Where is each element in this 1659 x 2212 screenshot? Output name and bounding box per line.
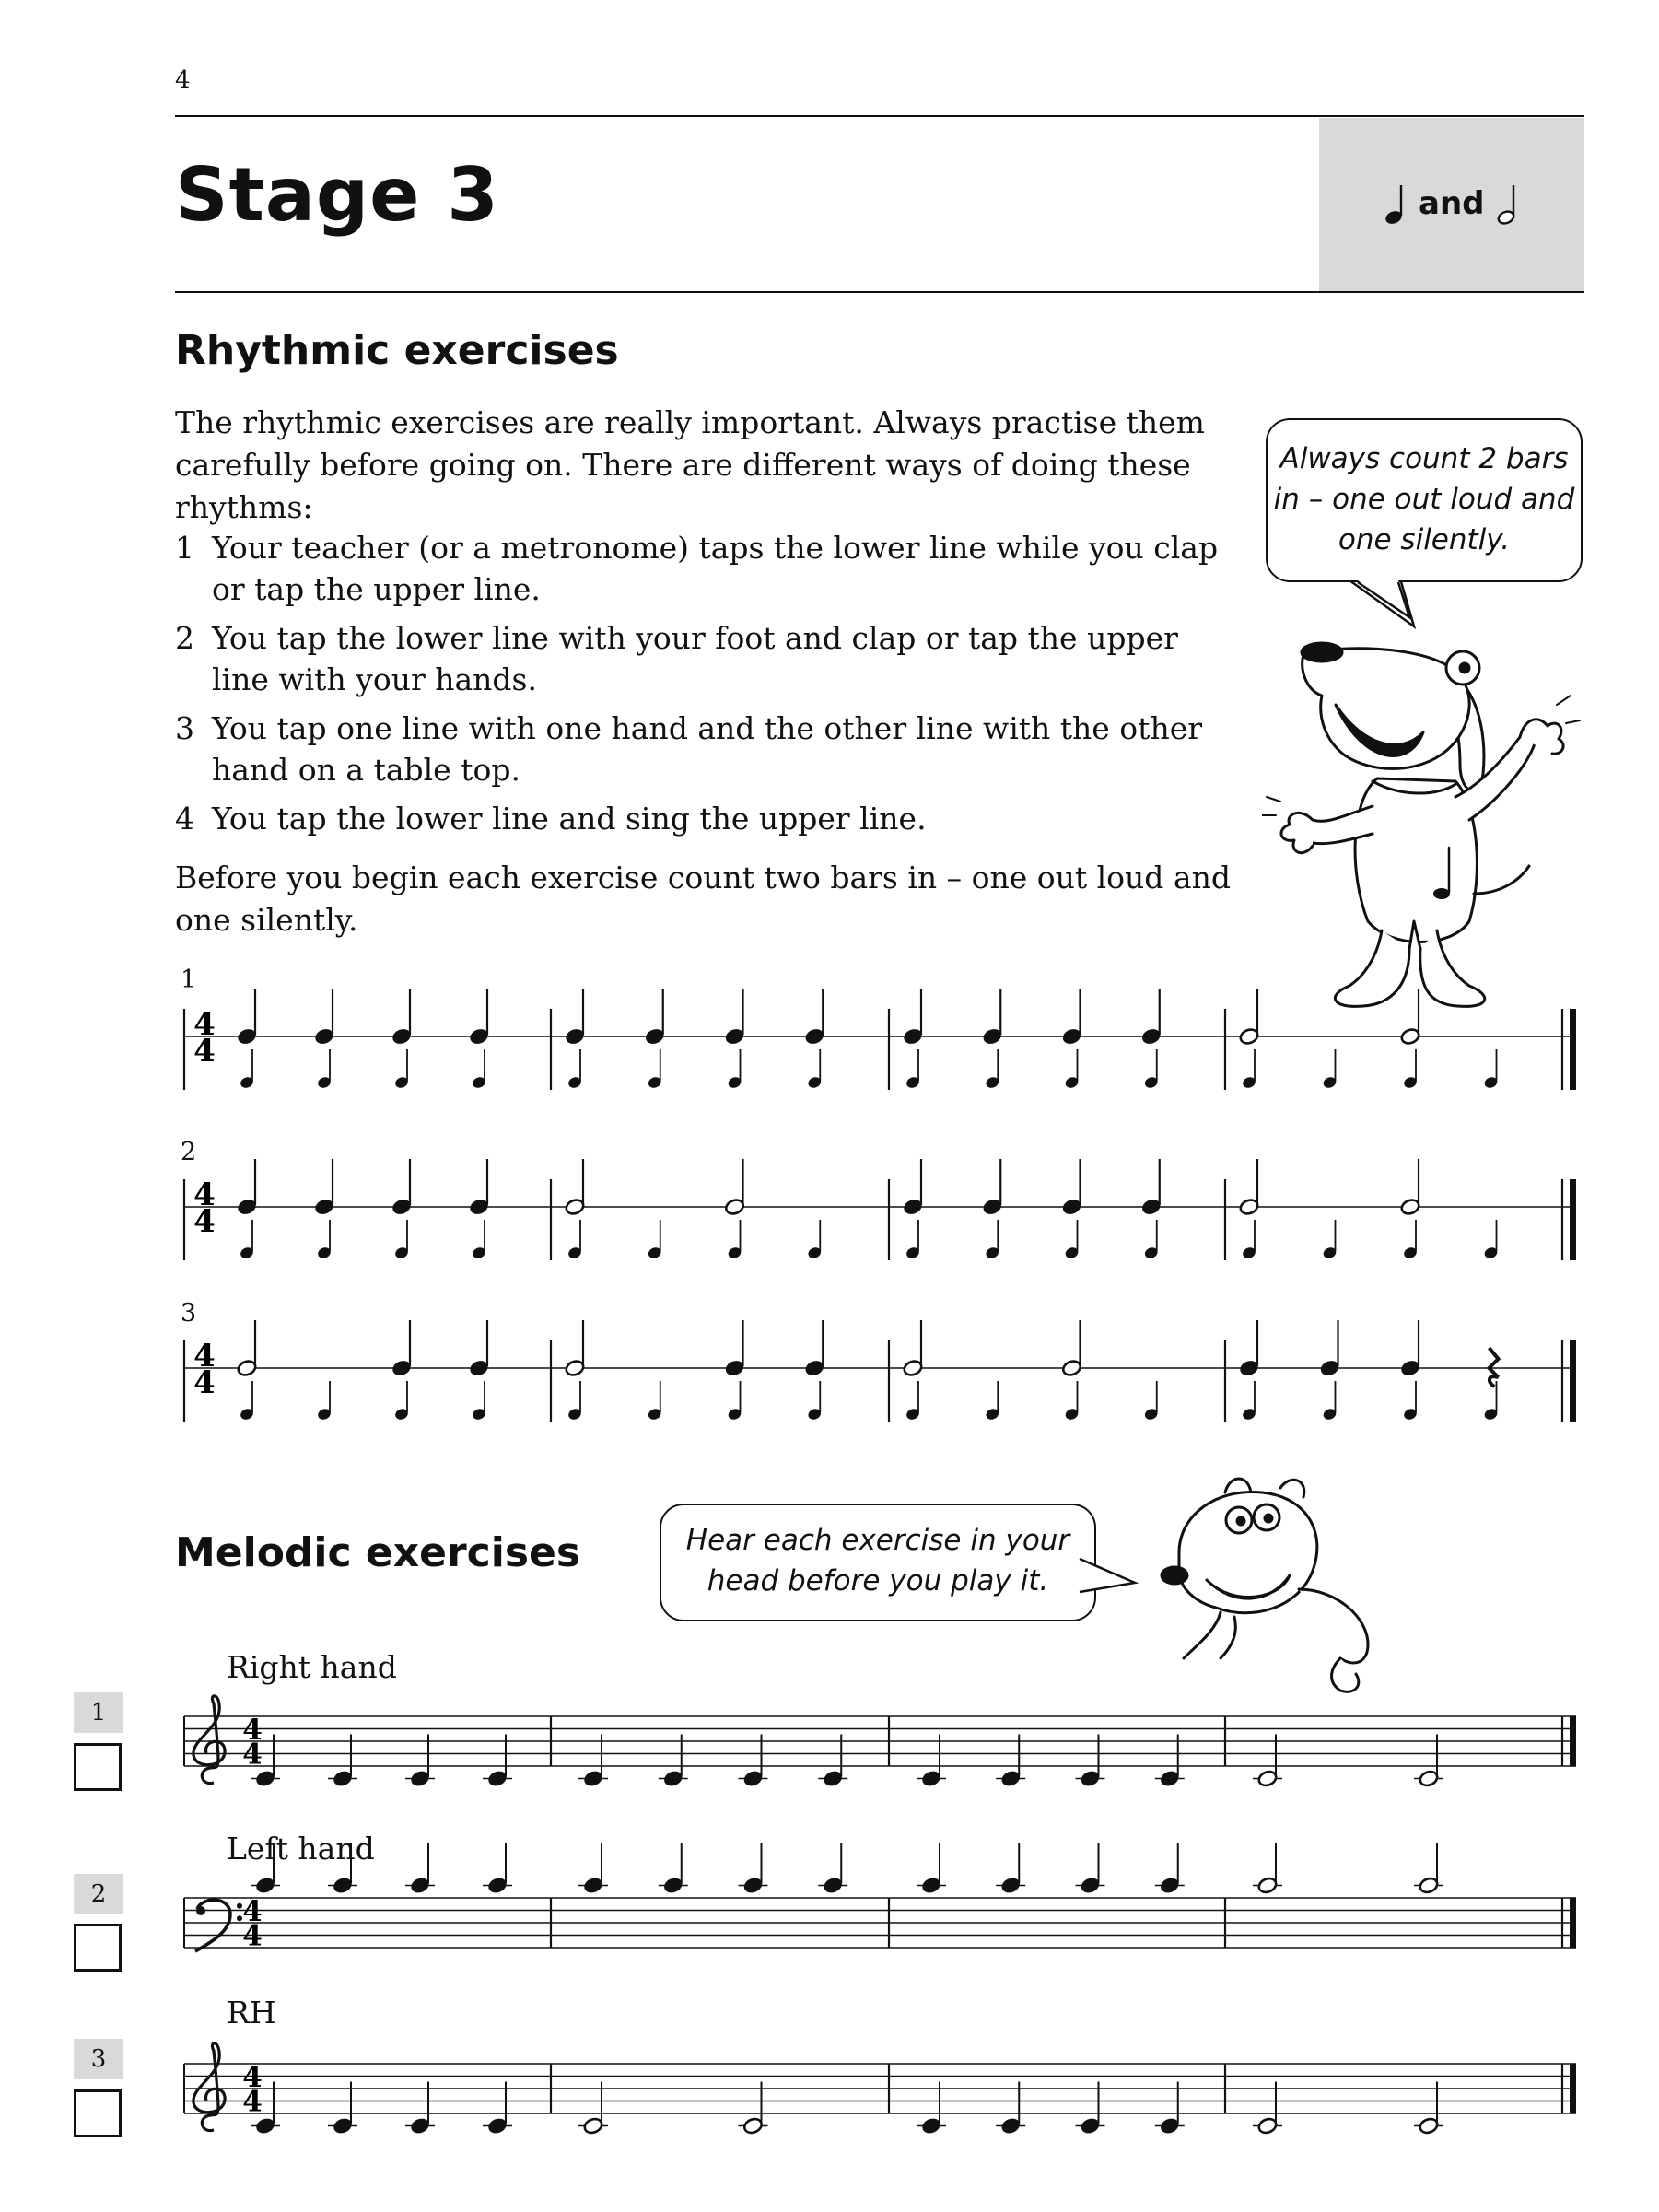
time-signature-top: 4 [193,1176,216,1213]
time-signature-top: 4 [242,2061,263,2094]
bass-clef-dot [196,1906,205,1915]
time-signature-top: 4 [242,1895,263,1928]
melodic-exercise-3-number: 3 [74,2039,123,2079]
time-signature-top: 4 [193,1338,216,1375]
final-barline-thick [1570,1898,1576,1948]
hear-exercise-bubble: Hear each exercise in your head before you play it. [660,1504,1096,1621]
final-barline-thick [1570,2064,1576,2113]
rhythmic-heading: Rhythmic exercises [175,327,619,374]
rhythmic-intro: The rhythmic exercises are really important. Always practise them carefully before going on. There are different ways of doing these rhythms: [175,404,1205,525]
final-barline-thick [1570,1716,1576,1766]
time-signature-bottom: 4 [242,2085,263,2119]
bass-clef-dot [237,1915,242,1921]
time-signature-bottom: 4 [242,1738,263,1772]
rhythm-exercise-1-label: 1 [181,966,197,994]
list-item: 1 Your teacher (or a metronome) taps the lower line while you clap or tap the upper line. [175,530,1219,607]
time-signature-bottom: 4 [193,1202,216,1240]
melodic-exercise-3-hand: RH [227,1995,276,2031]
melodic-exercise-2-hand: Left hand [227,1831,375,1867]
time-signature-bottom: 4 [193,1363,216,1401]
count-bars-bubble: Always count 2 bars in – one out loud and one silently. [1266,418,1583,582]
treble-clef [193,2043,225,2131]
rhythmic-outro: Before you begin each exercise count two bars in – one out loud and one silently. [175,860,1231,938]
melodic-exercise-1-number: 1 [74,1692,123,1733]
melodic-exercise-2-number: 2 [74,1874,123,1914]
page-title: Stage 3 [175,152,499,238]
time-signature-top: 4 [242,1714,263,1747]
note-values-connector: and [1419,185,1485,222]
melodic-exercise-1-hand: Right hand [227,1649,397,1685]
rhythm-exercise-3-label: 3 [181,1299,197,1328]
rhythm-exercise-2-label: 2 [181,1138,197,1166]
list-item: 2 You tap the lower line with your foot and clap or tap the upper line with your hands. [175,620,1178,697]
time-signature-top: 4 [193,1006,216,1043]
list-item: 4 You tap the lower line and sing the upper line. [175,801,927,837]
time-signature-bottom: 4 [193,1032,216,1070]
treble-clef [193,1696,225,1784]
time-signature-bottom: 4 [242,1919,263,1953]
list-item: 3 You tap one line with one hand and the other line with the other hand on a table top. [175,710,1202,788]
melodic-heading: Melodic exercises [175,1529,581,1576]
bass-clef-dot [237,1903,242,1909]
page-number: 4 [175,66,191,94]
